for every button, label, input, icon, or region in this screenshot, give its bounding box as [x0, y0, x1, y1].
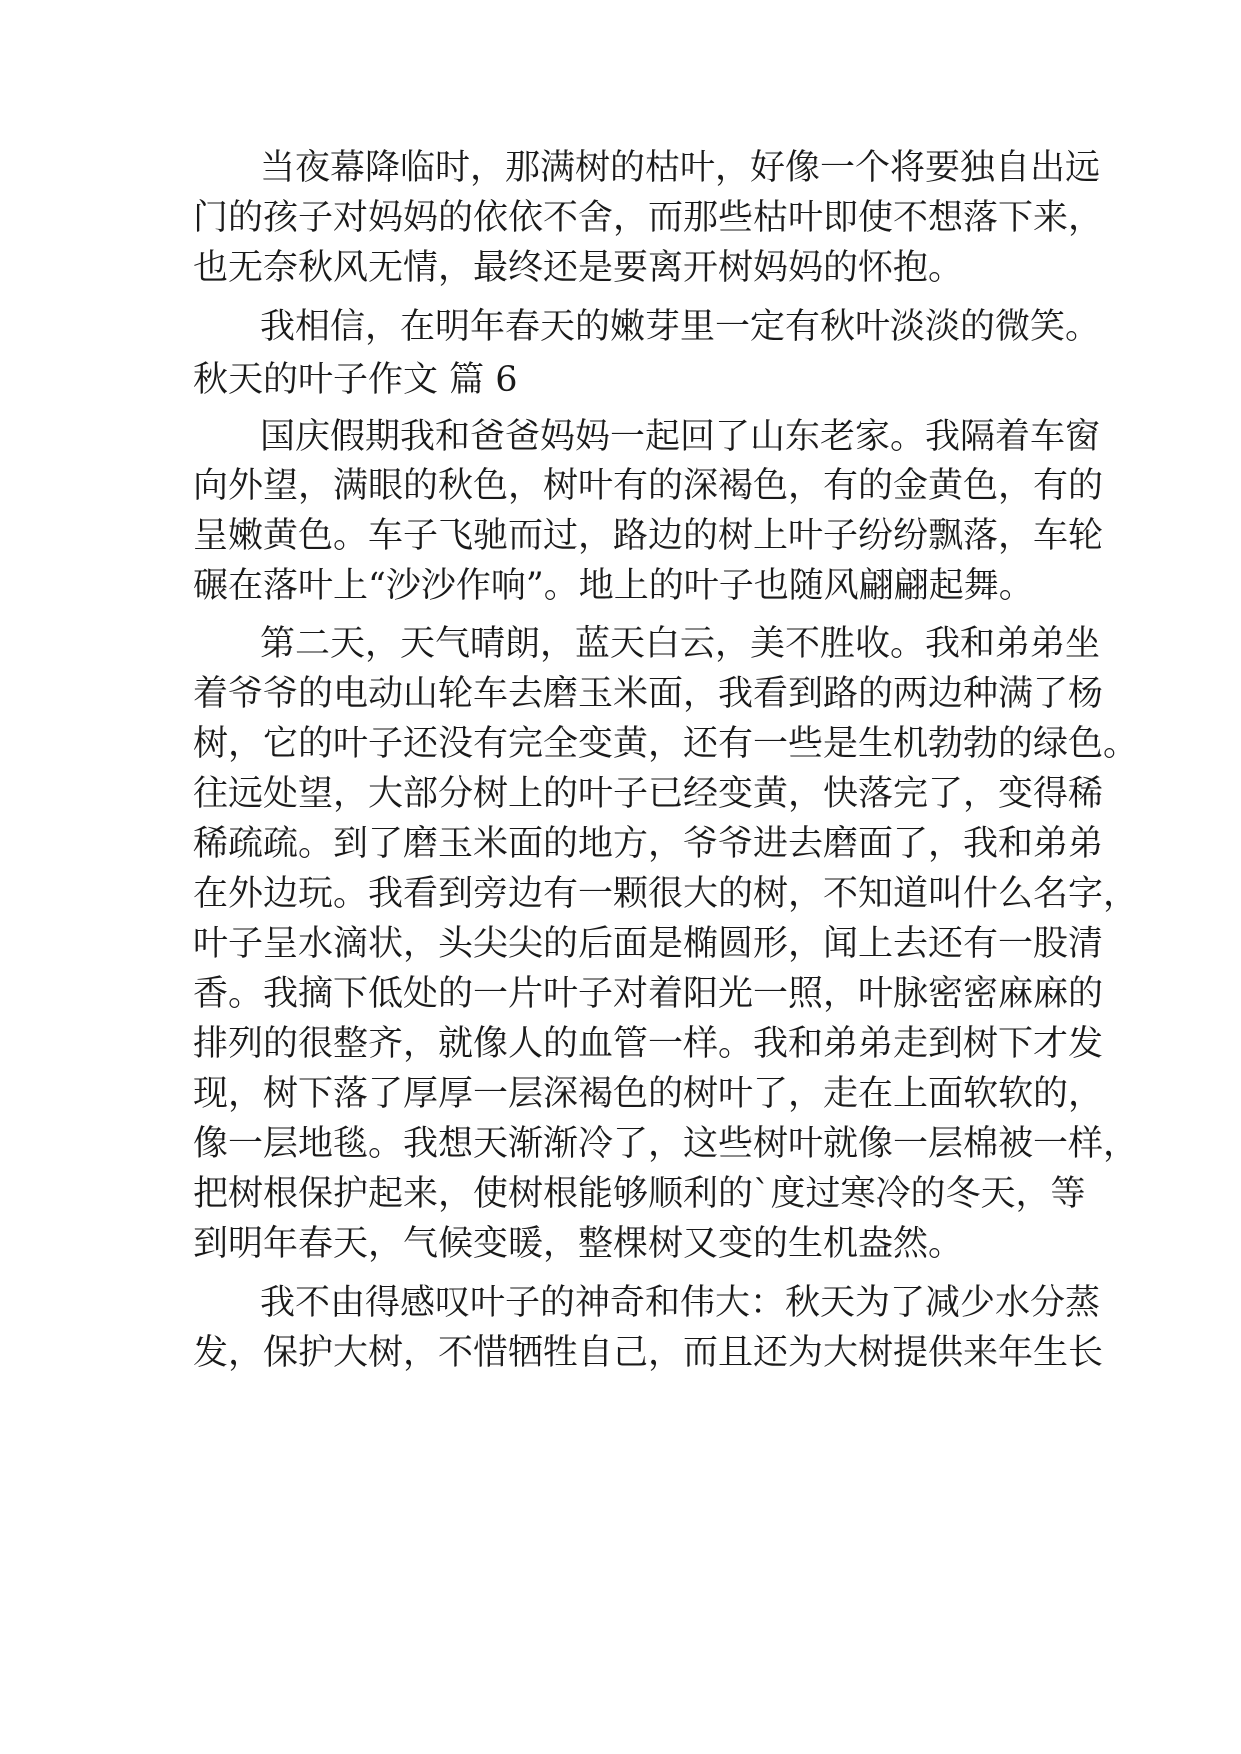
paragraph-line: 到明年春天，气候变暖，整棵树又变的生机盎然。 [193, 1224, 964, 1264]
paragraph-line: 也无奈秋风无情，最终还是要离开树妈妈的怀抱。 [193, 248, 964, 288]
paragraph-line: 现，树下落了厚厚一层深褐色的树叶了，走在上面软软的， [193, 1074, 1104, 1114]
paragraph-line: 门的孩子对妈妈的依依不舍，而那些枯叶即使不想落下来， [193, 198, 1104, 238]
paragraph-line: 叶子呈水滴状，头尖尖的后面是椭圆形，闻上去还有一股清 [193, 924, 1104, 964]
paragraph-line: 把树根保护起来，使树根能够顺利的`度过寒冷的冬天，等 [193, 1174, 1086, 1214]
paragraph-line: 着爷爷的电动山轮车去磨玉米面，我看到路的两边种满了杨 [193, 674, 1104, 714]
paragraph-line: 发，保护大树，不惜牺牲自己，而且还为大树提供来年生长 [193, 1333, 1104, 1373]
paragraph-line: 排列的很整齐，就像人的血管一样。我和弟弟走到树下才发 [193, 1024, 1104, 1064]
paragraph-line: 向外望，满眼的秋色，树叶有的深褐色，有的金黄色，有的 [193, 466, 1104, 506]
paragraph-line: 碾在落叶上“沙沙作响”。地上的叶子也随风翩翩起舞。 [193, 566, 1034, 606]
paragraph-line: 树，它的叶子还没有完全变黄，还有一些是生机勃勃的绿色。 [193, 724, 1139, 764]
paragraph-line: 当夜幕降临时，那满树的枯叶，好像一个将要独自出远 [260, 148, 1101, 188]
paragraph-line: 在外边玩。我看到旁边有一颗很大的树，不知道叫什么名字， [193, 874, 1139, 914]
section-heading: 秋天的叶子作文 篇 6 [193, 360, 518, 400]
paragraph-line: 我不由得感叹叶子的神奇和伟大：秋天为了减少水分蒸 [260, 1283, 1101, 1323]
paragraph-line: 第二天，天气晴朗，蓝天白云，美不胜收。我和弟弟坐 [260, 624, 1101, 664]
paragraph-line: 国庆假期我和爸爸妈妈一起回了山东老家。我隔着车窗 [260, 417, 1101, 457]
paragraph-line: 我相信，在明年春天的嫩芽里一定有秋叶淡淡的微笑。 [260, 307, 1101, 347]
paragraph-line: 稀疏疏。到了磨玉米面的地方，爷爷进去磨面了，我和弟弟 [193, 824, 1104, 864]
paragraph-line: 呈嫩黄色。车子飞驰而过，路边的树上叶子纷纷飘落，车轮 [193, 516, 1104, 556]
paragraph-line: 香。我摘下低处的一片叶子对着阳光一照，叶脉密密麻麻的 [193, 974, 1104, 1014]
paragraph-line: 像一层地毯。我想天渐渐冷了，这些树叶就像一层棉被一样， [193, 1124, 1139, 1164]
paragraph-line: 往远处望，大部分树上的叶子已经变黄，快落完了，变得稀 [193, 774, 1104, 814]
